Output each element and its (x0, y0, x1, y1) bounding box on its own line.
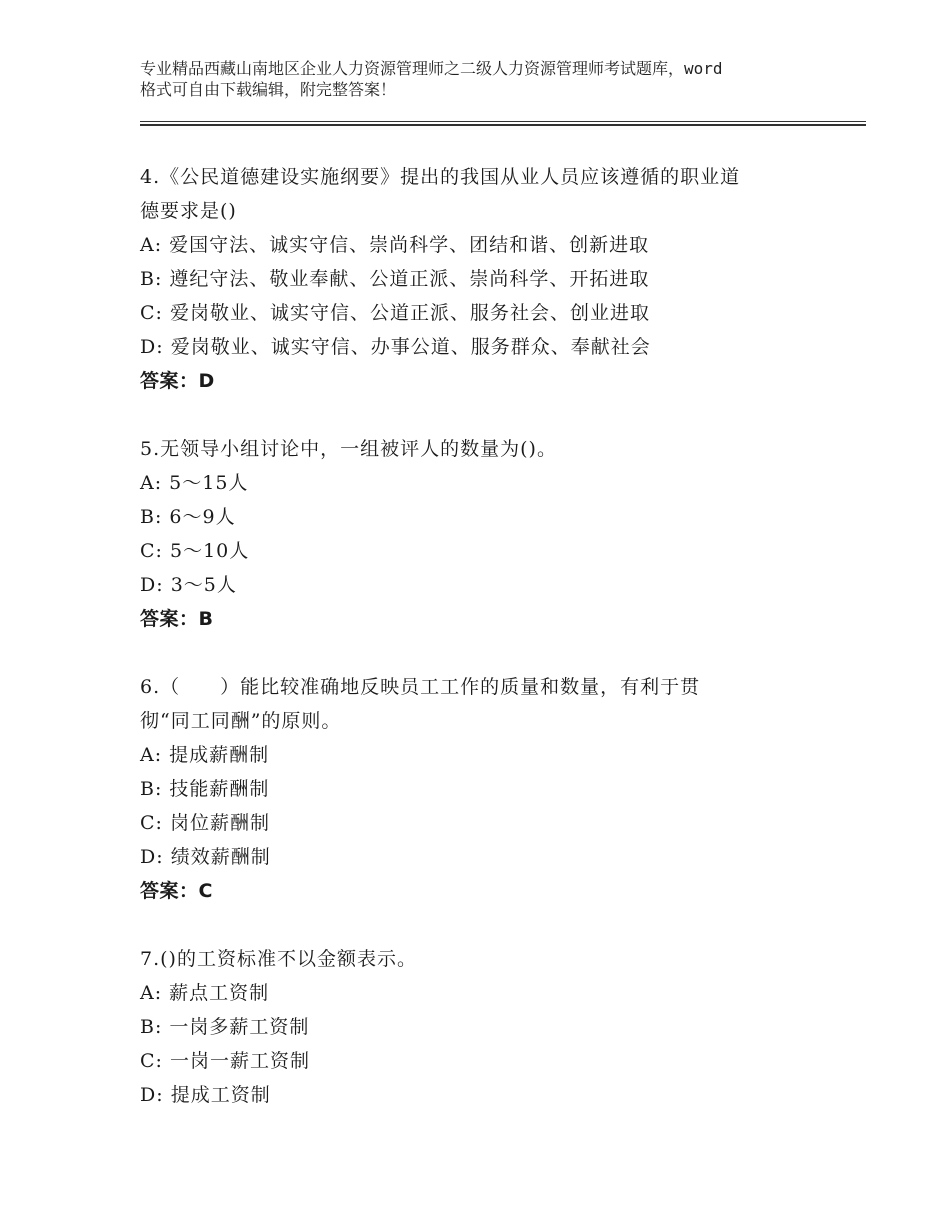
option-c (140, 534, 840, 568)
option-text: 岗位薪酬制 (170, 812, 271, 834)
option-text: 6～9人 (169, 506, 236, 528)
option-key: A: (140, 982, 163, 1004)
option-text: 一岗一薪工资制 (170, 1050, 311, 1072)
option-b (140, 262, 840, 296)
option-d (140, 1078, 840, 1112)
question-4 (140, 160, 840, 398)
option-text: 遵纪守法、敬业奉献、公道正派、崇尚科学、开拓进取 (169, 268, 650, 290)
header-line-2: 格式可自由下载编辑，附完整答案！ (140, 80, 397, 99)
option-text: 一岗多薪工资制 (169, 1016, 310, 1038)
option-c (140, 806, 840, 840)
question-text: 6.（ ）能比较准确地反映员工工作的质量和数量，有利于贯 (140, 676, 701, 698)
option-key: C: (140, 302, 163, 324)
option-d (140, 840, 840, 874)
option-a (140, 976, 840, 1010)
option-b (140, 1010, 840, 1044)
option-key: A: (140, 234, 163, 256)
option-key: B: (140, 506, 163, 528)
option-text: 薪点工资制 (169, 982, 270, 1004)
option-key: A: (140, 744, 163, 766)
header-divider (140, 121, 866, 126)
option-key: D: (140, 574, 164, 596)
option-b (140, 500, 840, 534)
question-5 (140, 432, 840, 636)
question-text: 5.无领导小组讨论中，一组被评人的数量为()。 (140, 438, 557, 460)
option-text: 爱岗敬业、诚实守信、公道正派、服务社会、创业进取 (170, 302, 651, 324)
option-d (140, 568, 840, 602)
option-key: D: (140, 846, 164, 868)
option-key: B: (140, 778, 163, 800)
option-key: B: (140, 1016, 163, 1038)
question-text: 4.《公民道德建设实施纲要》提出的我国从业人员应该遵循的职业道 (140, 166, 741, 188)
option-text: 5～10人 (170, 540, 250, 562)
option-text: 技能薪酬制 (169, 778, 270, 800)
question-text: 德要求是() (140, 200, 237, 222)
option-a (140, 738, 840, 772)
answer-label: 答案：B (140, 608, 214, 630)
option-text: 绩效薪酬制 (170, 846, 271, 868)
header-line-1: 专业精品西藏山南地区企业人力资源管理师之二级人力资源管理师考试题库，word (140, 59, 723, 78)
option-text: 提成薪酬制 (169, 744, 270, 766)
option-c (140, 1044, 840, 1078)
option-text: 3～5人 (170, 574, 237, 596)
option-key: C: (140, 540, 163, 562)
question-6 (140, 670, 840, 908)
option-key: D: (140, 1084, 164, 1106)
option-key: C: (140, 812, 163, 834)
answer-label: 答案：D (140, 370, 215, 392)
option-d (140, 330, 840, 364)
document-header (140, 58, 840, 100)
question-list (140, 160, 840, 1146)
option-text: 爱岗敬业、诚实守信、办事公道、服务群众、奉献社会 (170, 336, 651, 358)
question-text: 7.()的工资标准不以金额表示。 (140, 948, 417, 970)
option-key: C: (140, 1050, 163, 1072)
option-key: A: (140, 472, 163, 494)
question-7 (140, 942, 840, 1112)
option-a (140, 466, 840, 500)
option-a (140, 228, 840, 262)
option-b (140, 772, 840, 806)
option-c (140, 296, 840, 330)
option-text: 5～15人 (169, 472, 249, 494)
answer-label: 答案：C (140, 880, 213, 902)
option-text: 爱国守法、诚实守信、崇尚科学、团结和谐、创新进取 (169, 234, 650, 256)
option-key: D: (140, 336, 164, 358)
option-text: 提成工资制 (170, 1084, 271, 1106)
question-text: 彻“同工同酬”的原则。 (140, 710, 342, 732)
option-key: B: (140, 268, 163, 290)
